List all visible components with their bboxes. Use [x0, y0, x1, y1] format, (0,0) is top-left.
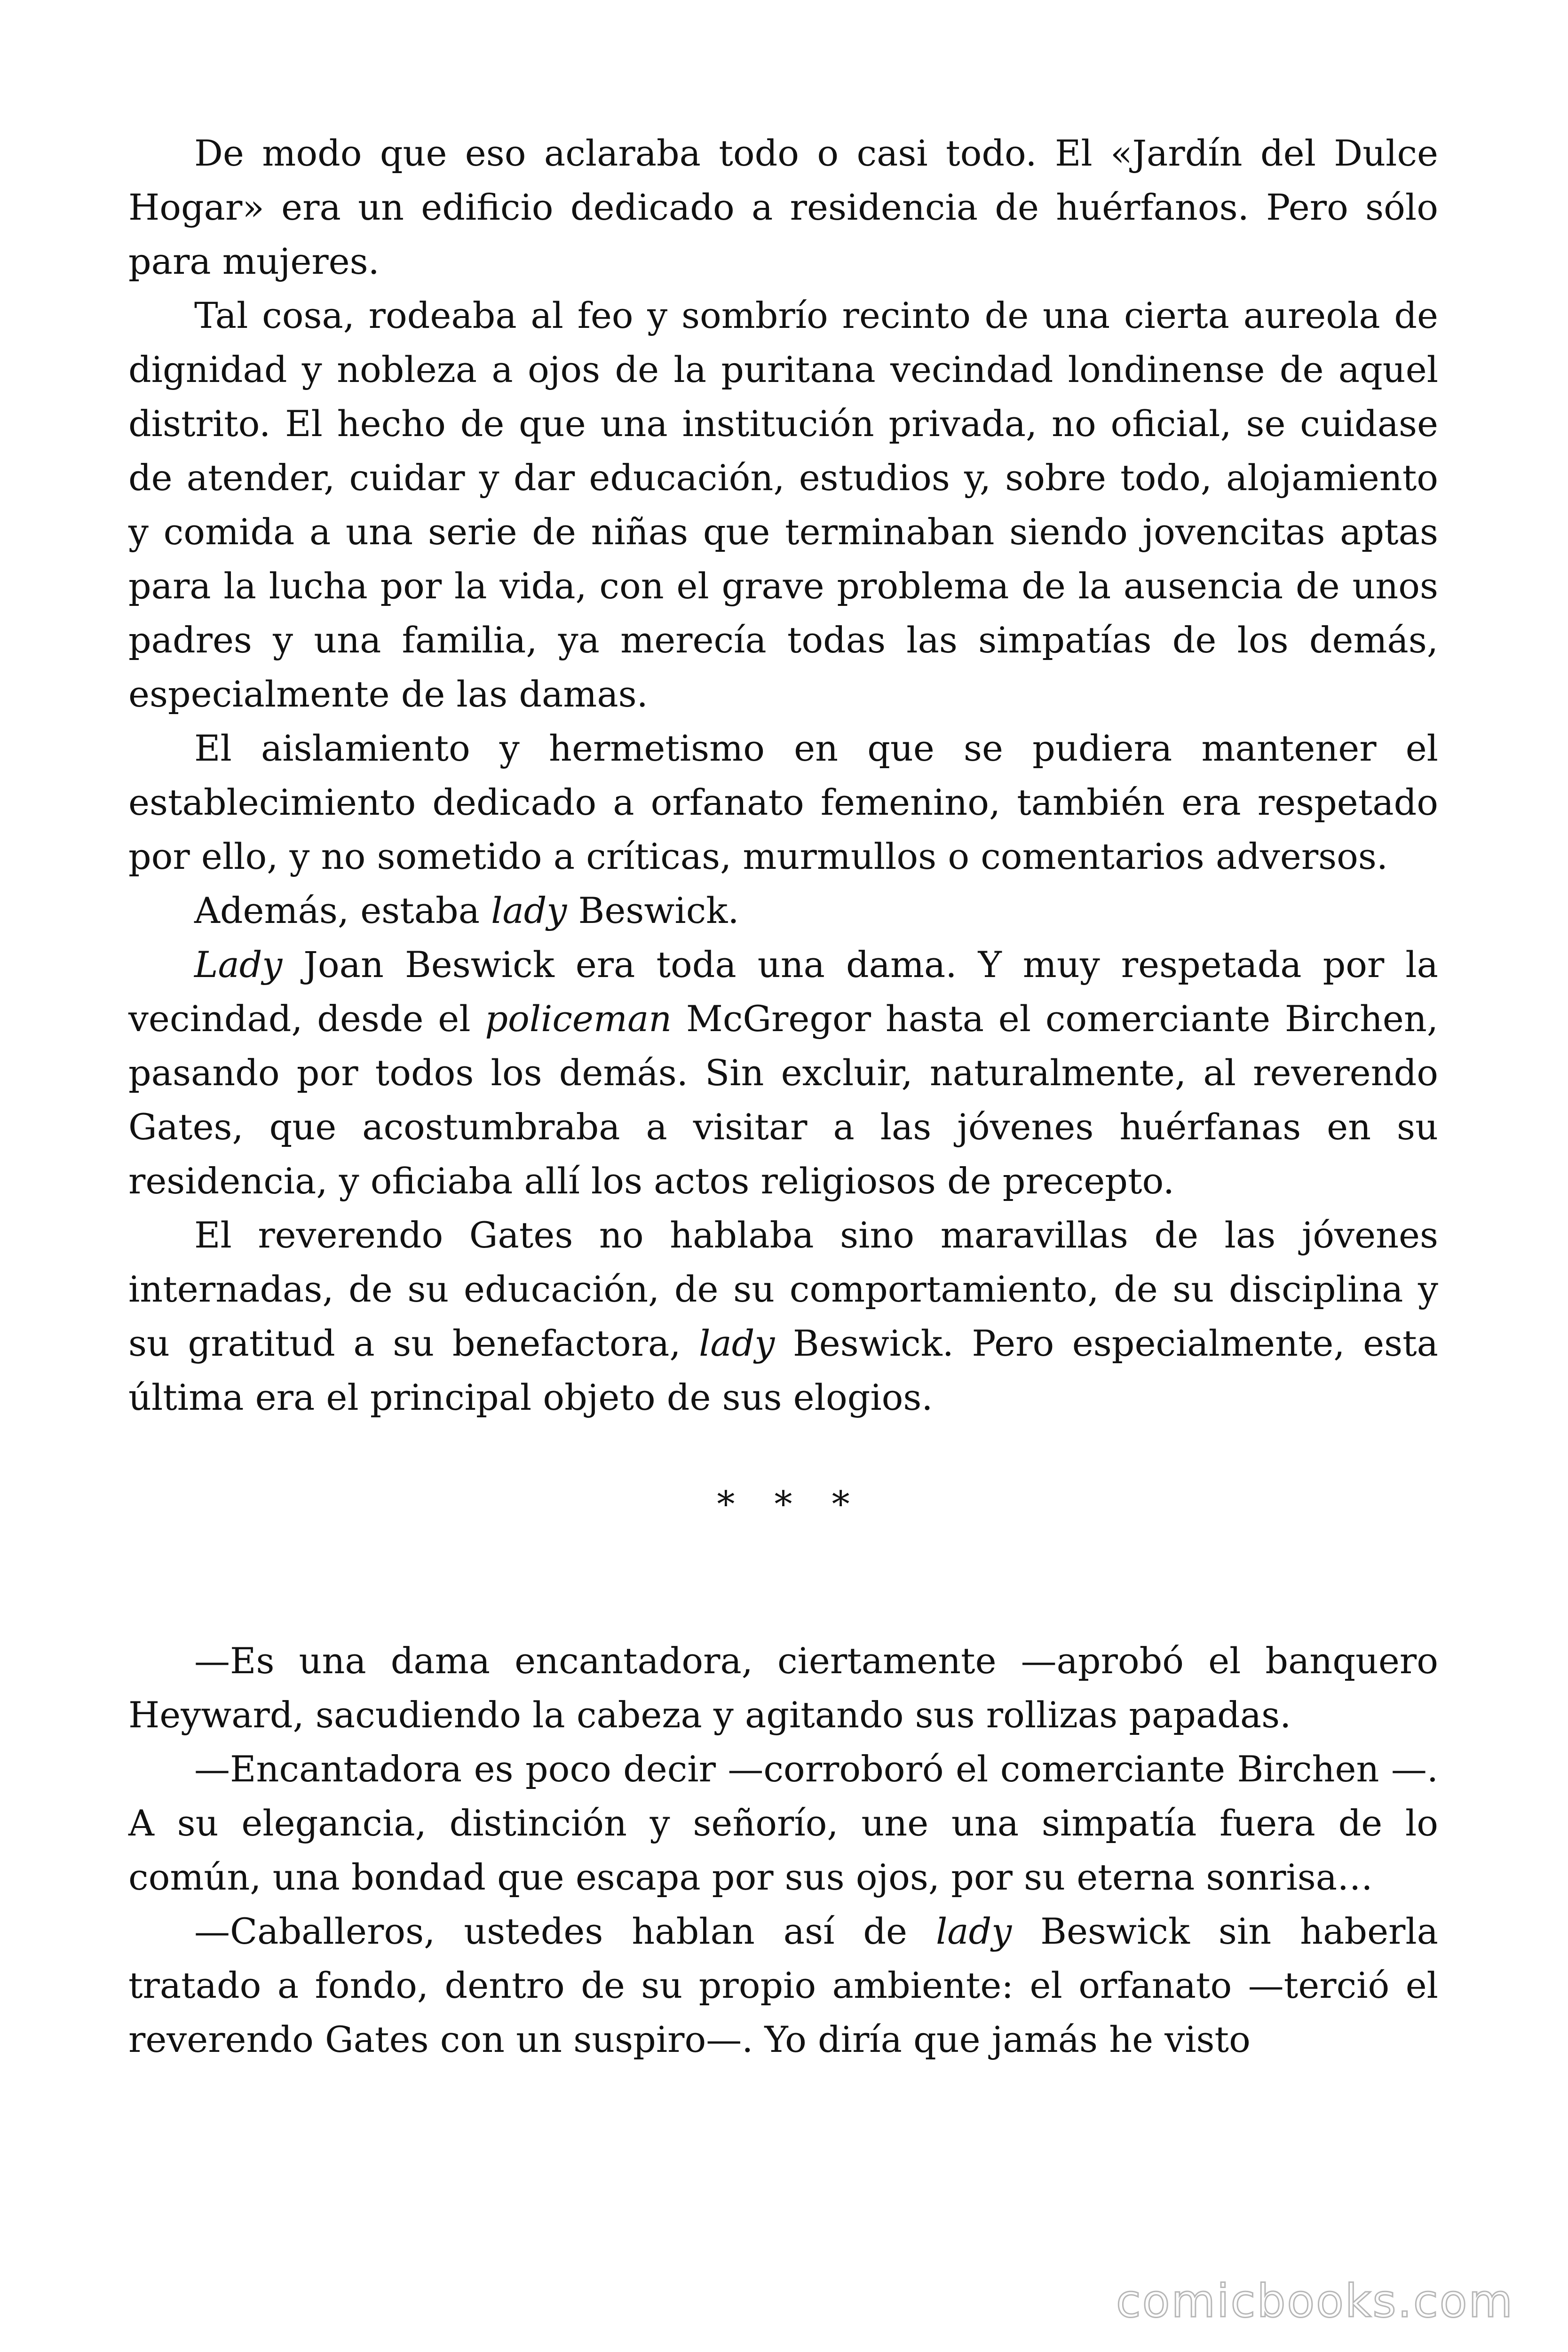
- scene-break: * * *: [717, 1483, 864, 1525]
- text-block-before-break: [128, 126, 1438, 1424]
- paragraph: —Caballeros, ustedes hablan así de lady Beswick sin haberla tratado a fondo, dentro de su propio ambiente: el orfanato —terció el reverendo Gates con un suspiro—. Yo diría que jamás he visto: [128, 1910, 1438, 2060]
- paragraph: —Encantadora es poco decir —corroboró el comerciante Birchen —. A su elegancia, distinción y señorío, une una simpatía fuera de lo común, una bondad que escapa por sus ojos, por su eterna sonrisa…: [128, 1748, 1438, 1898]
- paragraph: Lady Joan Beswick era toda una dama. Y muy respetada por la vecindad, desde el policeman McGregor hasta el comerciante Birchen, pasando por todos los demás. Sin excluir, naturalmente, al reverendo Gates, que acostumbraba a visitar a las jóvenes huérfanas en su residencia, y oficiaba allí los actos religiosos de precepto.: [128, 944, 1439, 1202]
- paragraph: De modo que eso aclaraba todo o casi todo. El «Jardín del Dulce Hogar» era un edificio dedicado a residencia de huérfanos. Pero sólo para mujeres.: [128, 132, 1438, 282]
- paragraph: —Es una dama encantadora, ciertamente —aprobó el banquero Heyward, sacudiendo la cabeza y agitando sus rollizas papadas.: [128, 1640, 1438, 1736]
- paragraph: Además, estaba lady Beswick.: [194, 890, 739, 931]
- book-page: [128, 126, 1438, 2066]
- paragraph: El reverendo Gates no hablaba sino maravillas de las jóvenes internadas, de su educación, de su comportamiento, de su disciplina y su gratitud a su benefactora, lady Beswick. Pero especialmente, esta última era el principal objeto de sus elogios.: [128, 1214, 1438, 1418]
- paragraph: El aislamiento y hermetismo en que se pudiera mantener el establecimiento dedicado a orfanato femenino, también era respetado por ello, y no sometido a críticas, murmullos o comentarios adversos.: [128, 727, 1438, 877]
- watermark-logo: comicbooks.com: [1116, 2275, 1514, 2328]
- paragraph: Tal cosa, rodeaba al feo y sombrío recinto de una cierta aureola de dignidad y nobleza a ojos de la puritana vecindad londinense de aquel distrito. El hecho de que una institución privada, no oficial, se cuidase de atender, cuidar y dar educación, estudios y, sobre todo, alojamiento y comida a una serie de niñas que terminaban siendo jovencitas aptas para la lucha por la vida, con el grave problema de la ausencia de unos padres y una familia, ya merecía todas las simpatías de los demás, especialmente de las damas.: [128, 294, 1438, 715]
- text-block-after-break: [128, 1634, 1438, 2066]
